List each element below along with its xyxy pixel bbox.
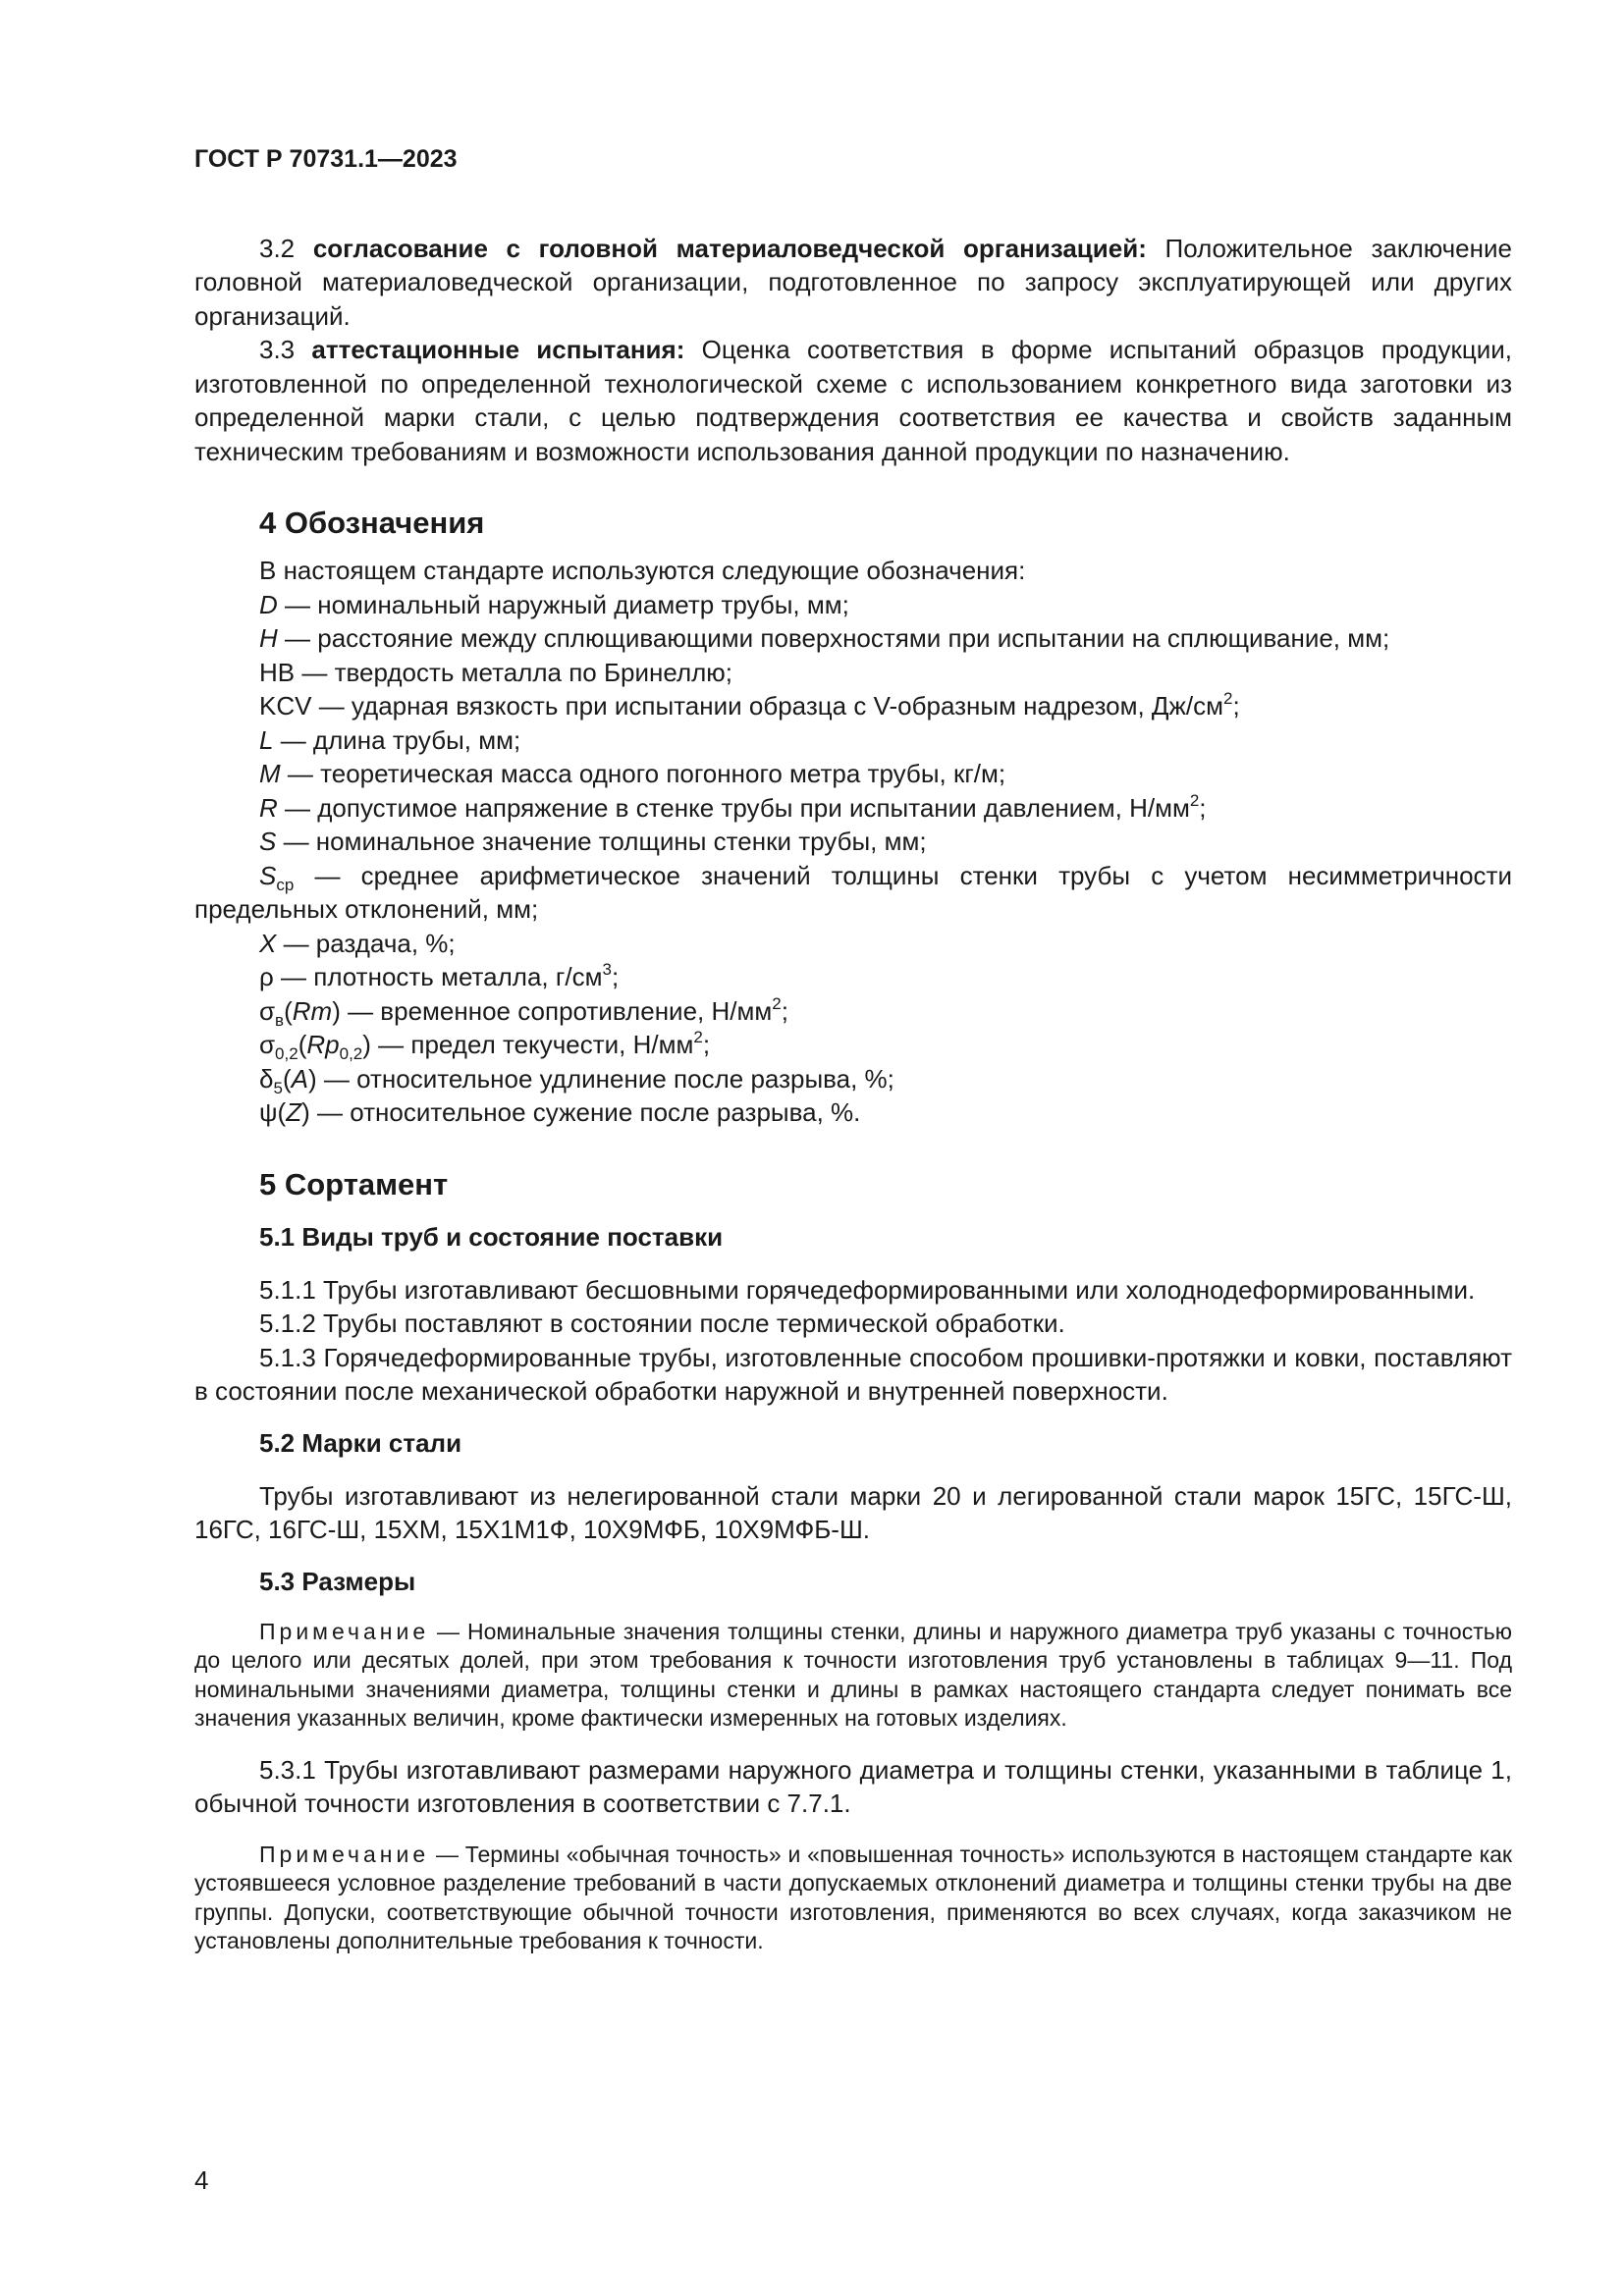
clause-5-3-1: 5.3.1 Трубы изготавливают размерами наружного диаметра и толщины стенки, указанными в таблице 1, обычной точности изготовления в соответствии с 7.7.1.: [194, 1754, 1512, 1818]
subsection-heading-5-2: 5.2 Марки стали: [259, 1427, 462, 1458]
section-heading-assortment: 5 Сортамент: [259, 1166, 449, 1201]
designation-item: $\sigma_{0,2}(Rp_{0,2})$ — предел текучести, $Н/мм^2$;: [259, 1028, 711, 1063]
document-code: ГОСТ Р 70731.1—2023: [194, 145, 458, 173]
subscript: 5: [273, 1078, 283, 1097]
defined-term: согласование с головной материаловедческой организацией:: [312, 233, 1147, 263]
designation-symbol: R: [259, 792, 278, 823]
subscript: 0,2: [275, 1044, 298, 1063]
designation-item: [194, 757, 1512, 791]
designation-item: [194, 859, 1512, 927]
definition-text: Положительное заключение головной материаловедческой организации, подготовленное по запросу эксплуатирующей или других организаций.: [194, 233, 1512, 331]
clause-5-1-1: 5.1.1 Трубы изготавливают бесшовными горячедеформированными или холоднодеформированными.: [259, 1274, 1476, 1305]
designation-symbol: L: [259, 724, 274, 755]
designation-text: — плотность металла, г/см: [273, 962, 603, 991]
designations-intro: В настоящем стандарте используются следующие обозначения:: [259, 556, 1026, 585]
clause-number: 3.2: [259, 233, 296, 263]
alt-symbol: Rp: [306, 1030, 340, 1059]
clause-5-1-2: 5.1.2 Трубы поставляют в состоянии после термической обработки.: [259, 1308, 1065, 1338]
designation-text: — среднее арифметическое значений толщины стенки трубы с учетом несимметричности предельных отклонений, мм;: [194, 860, 1512, 924]
definition-3-3: [194, 333, 1512, 468]
superscript: 2: [1223, 689, 1233, 708]
subsection-heading-5-3: 5.3 Размеры: [259, 1566, 416, 1596]
definition-3-2: [194, 232, 1512, 334]
designation-symbol: D: [259, 589, 278, 619]
designation-symbol: σ: [259, 995, 276, 1026]
note-label: Примечание: [259, 1618, 430, 1644]
designation-item: $\delta_5(A)$ — относительное удлинение после разрыва, %;: [259, 1063, 894, 1097]
designation-text: — временное сопротивление, Н/мм: [340, 995, 773, 1026]
clause-number: 3.3: [259, 335, 296, 364]
designation-text: — длина трубы, мм;: [273, 724, 521, 755]
designation-symbol: M: [259, 759, 281, 788]
designation-text: — теоретическая масса одного погонного метра трубы, кг/м;: [280, 759, 1006, 788]
designation-symbol: НВ: [259, 657, 296, 687]
note-label: Примечание: [259, 1841, 430, 1867]
designation-text: — допустимое напряжение в стенке трубы при испытании давлением, Н/мм: [277, 792, 1190, 823]
designation-symbol: ψ: [259, 1097, 278, 1127]
designation-text: — расстояние между сплющивающими поверхностями при испытании на сплющивание, мм;: [277, 623, 1390, 653]
subscript: ср: [276, 875, 295, 894]
designation-text: — относительное удлинение после разрыва, %;: [316, 1063, 894, 1094]
designation-item: $\sigma_в(Rm)$ — временное сопротивление, $Н/мм^2$;: [259, 993, 788, 1030]
designation-text: — номинальный наружный диаметр трубы, мм;: [277, 589, 849, 619]
designation-item: [194, 588, 1512, 622]
designation-tail: ;: [1199, 792, 1207, 823]
designation-symbol: σ: [259, 1030, 276, 1059]
designation-item: [194, 723, 1512, 758]
superscript: 2: [1189, 790, 1200, 810]
designation-tail: ;: [1232, 691, 1240, 721]
superscript: 2: [772, 993, 782, 1013]
designation-tail: ;: [611, 962, 620, 991]
designation-symbol: S: [259, 860, 277, 890]
superscript: 3: [602, 960, 612, 979]
subsection-heading-5-1: 5.1 Виды труб и состояние поставки: [259, 1221, 724, 1252]
designation-item: [194, 791, 1512, 826]
alt-symbol: A: [291, 1063, 308, 1094]
designation-symbol: δ: [259, 1063, 274, 1094]
subscript: в: [275, 1010, 285, 1030]
superscript: 2: [693, 1028, 703, 1046]
designation-text: — раздача, %;: [276, 928, 456, 958]
designation-tail: ;: [781, 995, 788, 1026]
designation-text: — номинальное значение толщины стенки трубы, мм;: [276, 827, 927, 856]
designation-item: ψ(Z) — относительное сужение после разрыва, %.: [259, 1097, 861, 1127]
designation-item: [194, 960, 1512, 994]
note-text: — Номинальные значения толщины стенки, длины и наружного диаметра труб указаны с точностью до целого или десятых долей, при этом требования к точности изготовления труб установлены в таблицах 9—11. Под номинальными значениями диаметра, толщины стенки и длины в рамках настоящего стандарта следует понимать все значения указанных величин, кроме фактически измеренных на готовых изделиях.: [194, 1618, 1512, 1731]
designation-item: [194, 689, 1512, 723]
designation-item: [194, 621, 1512, 656]
designation-symbol: S: [259, 827, 277, 856]
section-heading-designations: 4 Обозначения: [259, 506, 485, 540]
designation-tail: ;: [702, 1030, 711, 1059]
note-1: [194, 1618, 1512, 1734]
designation-text: — относительное сужение после разрыва, %.: [309, 1097, 861, 1127]
designation-text: — твердость металла по Бринеллю;: [295, 657, 733, 687]
designation-symbol: X: [259, 928, 277, 958]
document-page: [194, 142, 1512, 1956]
definition-text: Оценка соответствия в форме испытаний образцов продукции, изготовленной по определенной технологической схеме с использованием конкретного вида заготовки из определенной марки стали, с целью подтверждения соответствия ее качества и свойств заданным техническим требованиям и возможности использования данной продукции по назначению.: [194, 335, 1512, 466]
designation-item: [194, 927, 1512, 961]
alt-symbol: Rm: [292, 995, 333, 1026]
steel-grades-text: Трубы изготавливают из нелегированной стали марки 20 и легированной стали марок 15ГС, 15ГС-Ш, 16ГС, 16ГС-Ш, 15ХМ, 15Х1М1Ф, 10Х9МФБ, 10Х9МФБ-Ш.: [194, 1480, 1512, 1544]
clause-5-1-3: 5.1.3 Горячедеформированные трубы, изготовленные способом прошивки-протяжки и ковки, поставляют в состоянии после механической обработки наружной и внутренней поверхности.: [194, 1342, 1512, 1406]
designation-item: [194, 825, 1512, 859]
designation-item: [194, 656, 1512, 690]
alt-symbol: Z: [286, 1097, 302, 1127]
designations-list: [194, 588, 1512, 1130]
designation-text: — предел текучести, Н/мм: [370, 1030, 694, 1059]
subscript: 0,2: [339, 1044, 363, 1063]
designation-symbol: KCV: [259, 691, 312, 721]
page-number: 4: [194, 2165, 209, 2195]
designation-text: — ударная вязкость при испытании образца с V-образным надрезом, Дж/см: [311, 691, 1224, 721]
note-2: [194, 1841, 1512, 1956]
designation-symbol: H: [259, 623, 278, 653]
designation-symbol: ρ: [259, 962, 274, 991]
note-text: — Термины «обычная точность» и «повышенная точность» используются в настоящем стандарте как устоявшееся условное разделение требований в части допускаемых отклонений диаметра и толщины стенки трубы на две группы. Допуски, соответствующие обычной точности изготовления, применяются во всех случаях, когда заказчиком не установлены дополнительные требования к точности.: [194, 1841, 1512, 1953]
defined-term: аттестационные испытания:: [311, 335, 685, 364]
